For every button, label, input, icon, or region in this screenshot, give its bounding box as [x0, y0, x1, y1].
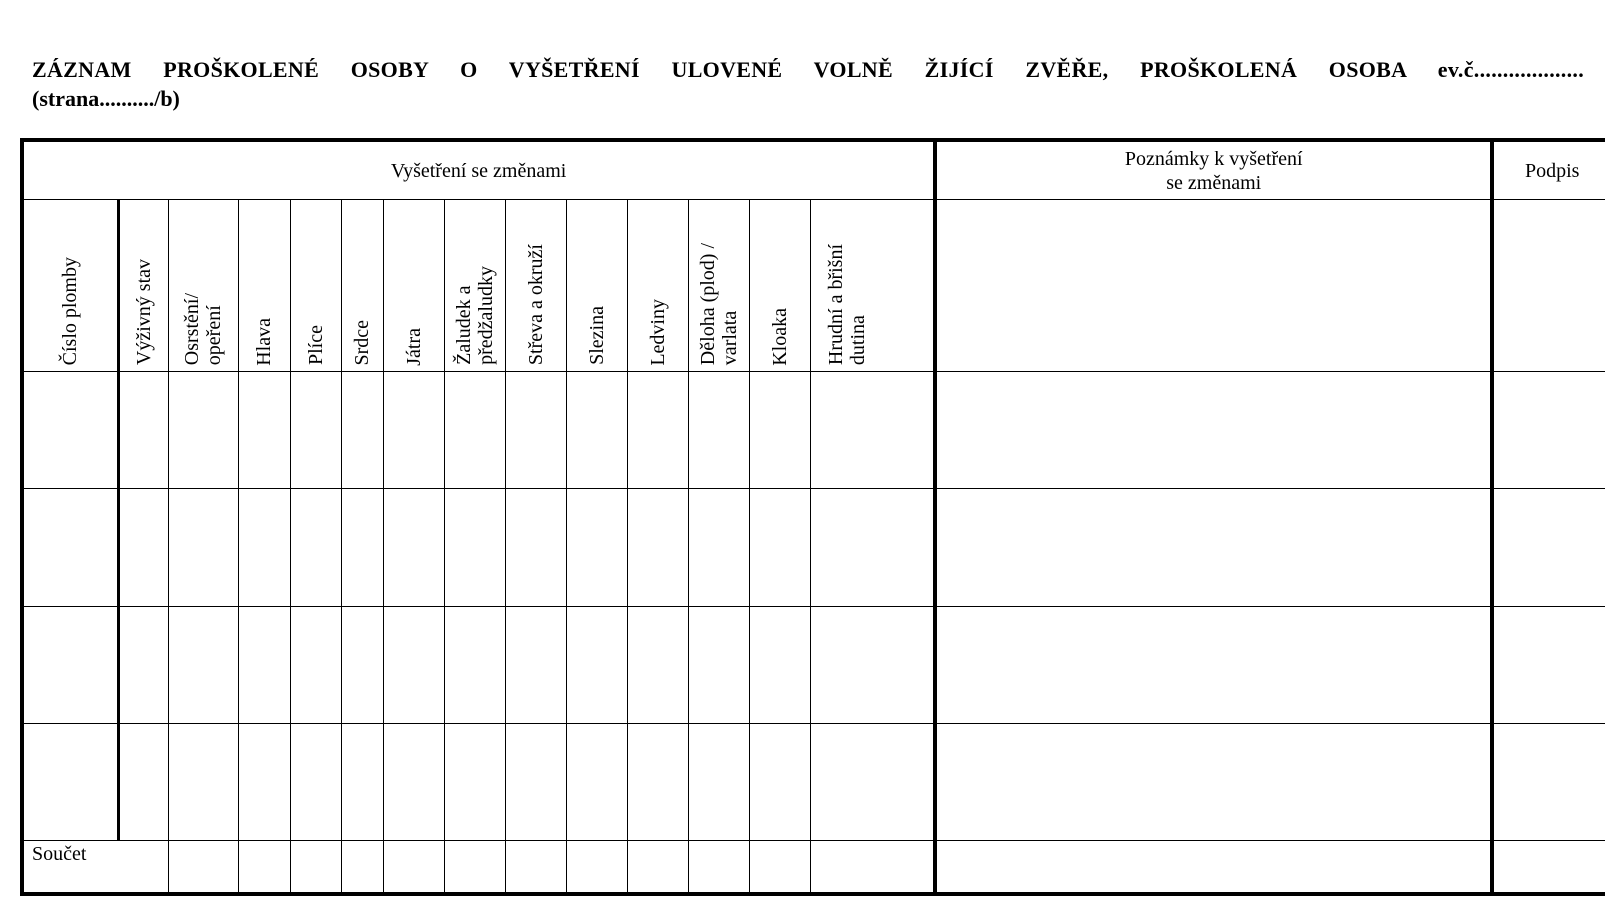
sum-cell-lungs[interactable] [290, 840, 341, 894]
cell-cloaca[interactable] [749, 489, 810, 606]
cell-cavity[interactable] [810, 372, 935, 489]
stomach-label [453, 266, 497, 365]
cell-cloaca[interactable] [749, 723, 810, 840]
exam-group-label: Vyšetření se změnami [390, 159, 567, 182]
cell-lungs[interactable] [290, 489, 341, 606]
cell-stomach[interactable] [444, 489, 505, 606]
sum-cell-heart[interactable] [341, 840, 383, 894]
cell-spleen[interactable] [566, 723, 627, 840]
cell-liver[interactable] [383, 606, 444, 723]
cell-cavity[interactable] [810, 606, 935, 723]
sum-cell-intestine[interactable] [505, 840, 566, 894]
cell-nutrition[interactable] [118, 372, 168, 489]
col-header-head [238, 200, 290, 372]
cell-signature[interactable] [1492, 372, 1605, 489]
cell-uterus[interactable] [688, 723, 749, 840]
cell-heart[interactable] [341, 372, 383, 489]
spleen-label: Slezina [585, 306, 608, 366]
cell-coat[interactable] [168, 723, 238, 840]
cell-cavity[interactable] [810, 723, 935, 840]
cell-cavity[interactable] [810, 489, 935, 606]
sum-cell-cavity[interactable] [810, 840, 935, 894]
coat-label [181, 293, 225, 365]
cell-stomach[interactable] [444, 606, 505, 723]
stomach-label-line1: Žaludek a [452, 285, 475, 366]
cavity-label-line2: dutina [846, 315, 869, 366]
cell-lungs[interactable] [290, 723, 341, 840]
uterus-label-line1: Děloha (plod) / [696, 243, 719, 366]
table-row [22, 489, 1605, 606]
sum-cell-notes[interactable] [935, 840, 1492, 894]
cell-kidneys[interactable] [627, 723, 688, 840]
cell-signature[interactable] [1492, 723, 1605, 840]
coat-label-line1: Osrstění/ [181, 293, 203, 366]
cell-spleen[interactable] [566, 372, 627, 489]
cell-nutrition[interactable] [118, 489, 168, 606]
col-header-nutrition [118, 200, 168, 372]
cell-head[interactable] [238, 489, 290, 606]
sum-cell-signature[interactable] [1492, 840, 1605, 894]
col-header-stomach [444, 200, 505, 372]
cell-seal-number[interactable] [22, 606, 118, 723]
table-row [22, 372, 1605, 489]
cavity-label-line1: Hrudní a břišní [824, 244, 847, 366]
col-header-intestine [505, 200, 566, 372]
table-row [22, 606, 1605, 723]
sum-cell-liver[interactable] [383, 840, 444, 894]
cell-uterus[interactable] [688, 489, 749, 606]
sum-cell-stomach[interactable] [444, 840, 505, 894]
lungs-label: Plíce [304, 325, 327, 366]
head-label: Hlava [253, 317, 275, 366]
notes-column-header-blank [935, 200, 1492, 372]
notes-header-line2: se změnami [1166, 171, 1262, 194]
sum-cell-uterus[interactable] [688, 840, 749, 894]
cell-kidneys[interactable] [627, 489, 688, 606]
cell-intestine[interactable] [505, 489, 566, 606]
cell-signature[interactable] [1492, 489, 1605, 606]
cell-heart[interactable] [341, 606, 383, 723]
cell-uterus[interactable] [688, 372, 749, 489]
signature-header [1492, 140, 1605, 200]
cell-coat[interactable] [168, 489, 238, 606]
cell-notes[interactable] [935, 723, 1492, 840]
seal-number-label: Číslo plomby [59, 256, 82, 366]
sum-label-cell [22, 840, 168, 894]
cell-coat[interactable] [168, 372, 238, 489]
cell-intestine[interactable] [505, 723, 566, 840]
cell-liver[interactable] [383, 723, 444, 840]
cell-coat[interactable] [168, 606, 238, 723]
col-header-heart [341, 200, 383, 372]
sum-label: Součet [32, 842, 87, 865]
col-header-cavity [810, 200, 935, 372]
table-row [22, 723, 1605, 840]
cell-kidneys[interactable] [627, 372, 688, 489]
cell-intestine[interactable] [505, 606, 566, 723]
cell-notes[interactable] [935, 606, 1492, 723]
examination-record-table [20, 138, 1605, 896]
cell-lungs[interactable] [290, 606, 341, 723]
liver-label: Játra [402, 327, 425, 366]
cell-signature[interactable] [1492, 606, 1605, 723]
cell-seal-number[interactable] [22, 372, 118, 489]
exam-group-header [22, 140, 935, 200]
col-header-cloaca [749, 200, 810, 372]
cell-head[interactable] [238, 723, 290, 840]
sum-cell-spleen[interactable] [566, 840, 627, 894]
cell-heart[interactable] [341, 489, 383, 606]
cell-liver[interactable] [383, 372, 444, 489]
cell-seal-number[interactable] [22, 489, 118, 606]
sum-cell-coat[interactable] [168, 840, 238, 894]
uterus-label [697, 243, 741, 365]
col-header-uterus [688, 200, 749, 372]
cell-stomach[interactable] [444, 723, 505, 840]
col-header-spleen [566, 200, 627, 372]
form-title: ZÁZNAM PROŠKOLENÉ OSOBY O VYŠETŘENÍ ULOVENÉ VOLNĚ ŽIJÍCÍ ZVĚŘE, PROŠKOLENÁ OSOBA ev.č................... [32, 57, 1584, 82]
col-header-liver [383, 200, 444, 372]
uterus-label-line2: varlata [718, 310, 741, 366]
cloaca-label: Kloaka [768, 307, 791, 366]
cell-notes[interactable] [935, 372, 1492, 489]
cell-spleen[interactable] [566, 489, 627, 606]
cell-nutrition[interactable] [118, 606, 168, 723]
notes-header-line1: Poznámky k vyšetření [1124, 147, 1303, 170]
cell-nutrition[interactable] [118, 723, 168, 840]
cell-heart[interactable] [341, 723, 383, 840]
cell-lungs[interactable] [290, 372, 341, 489]
col-header-kidneys [627, 200, 688, 372]
sum-cell-head[interactable] [238, 840, 290, 894]
coat-label-line2: opeření [203, 305, 225, 366]
cell-uterus[interactable] [688, 606, 749, 723]
col-header-coat [168, 200, 238, 372]
sum-row [22, 840, 1605, 894]
sum-cell-cloaca[interactable] [749, 840, 810, 894]
cell-spleen[interactable] [566, 606, 627, 723]
sum-cell-kidneys[interactable] [627, 840, 688, 894]
cell-head[interactable] [238, 372, 290, 489]
cell-liver[interactable] [383, 489, 444, 606]
notes-header [935, 140, 1492, 200]
nutrition-label: Výživný stav [132, 259, 155, 366]
signature-label: Podpis [1524, 159, 1580, 182]
kidneys-label: Ledviny [646, 298, 669, 366]
cavity-label [825, 244, 869, 365]
cell-kidneys[interactable] [627, 606, 688, 723]
cell-seal-number[interactable] [22, 723, 118, 840]
cell-cloaca[interactable] [749, 606, 810, 723]
col-header-lungs [290, 200, 341, 372]
heart-label: Srdce [351, 319, 373, 366]
form-page-indicator: (strana........../b) [32, 86, 180, 111]
cell-stomach[interactable] [444, 372, 505, 489]
col-header-seal-number [22, 200, 118, 372]
cell-head[interactable] [238, 606, 290, 723]
cell-cloaca[interactable] [749, 372, 810, 489]
cell-intestine[interactable] [505, 372, 566, 489]
cell-notes[interactable] [935, 489, 1492, 606]
signature-column-header-blank [1492, 200, 1605, 372]
intestine-label: Střeva a okruží [524, 244, 547, 366]
stomach-label-line2: předžaludky [474, 266, 497, 366]
